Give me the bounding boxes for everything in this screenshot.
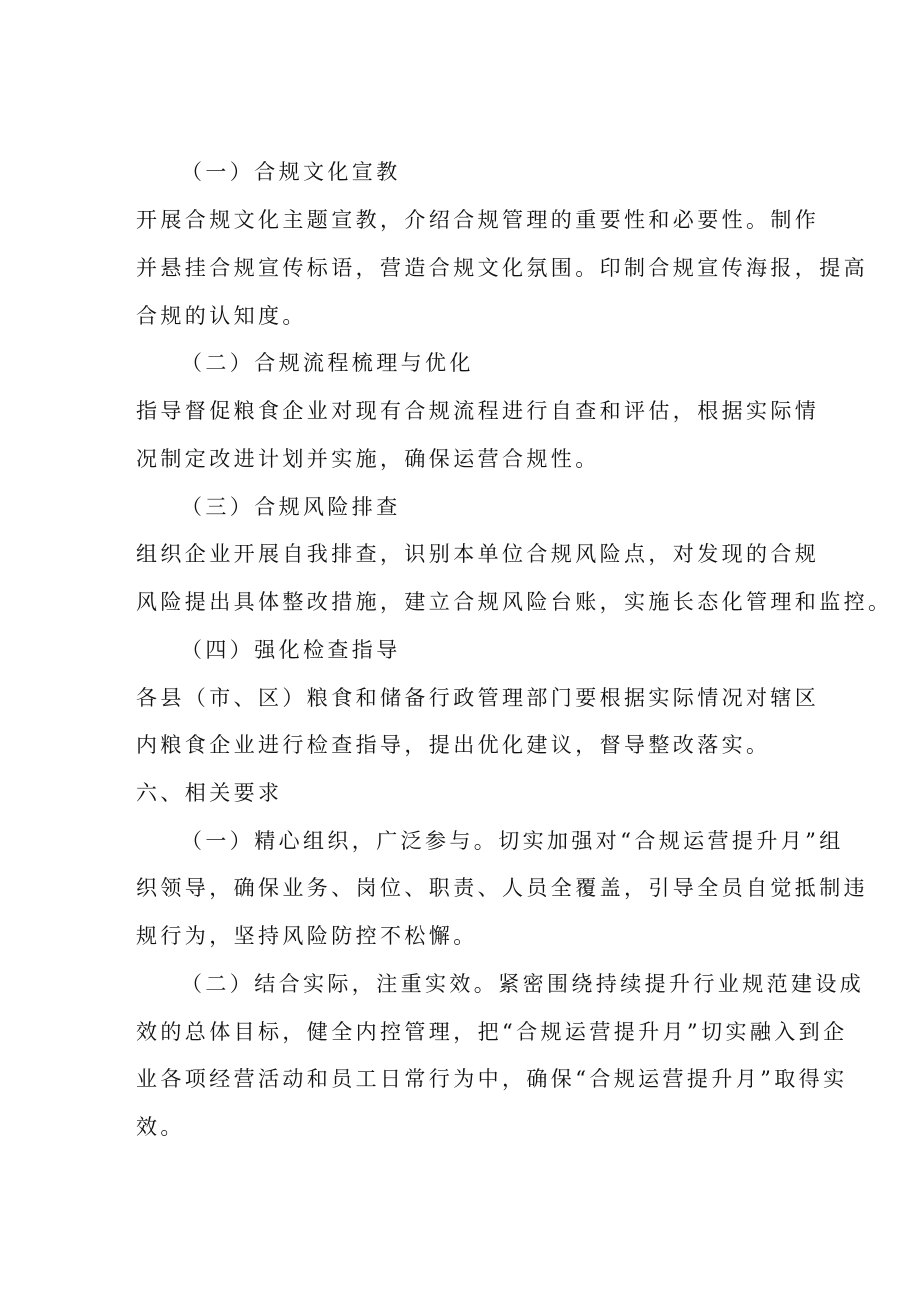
requirement-2-line-4: 效。 bbox=[136, 1115, 185, 1139]
section-heading-2: （二）合规流程梳理与优化 bbox=[181, 351, 474, 375]
requirement-2-line-2: 效的总体目标，健全内控管理，把“合规运营提升月”切实融入到企 bbox=[136, 1020, 848, 1044]
requirement-1-line-1: （一）精心组织，广泛参与。切实加强对“合规运营提升月”组 bbox=[181, 829, 844, 853]
section-heading-4: （四）强化检查指导 bbox=[181, 638, 401, 662]
requirement-2-line-3: 业各项经营活动和员工日常行为中，确保“合规运营提升月”取得实 bbox=[136, 1067, 848, 1091]
section-1-line-1: 开展合规文化主题宣教，介绍合规管理的重要性和必要性。制作 bbox=[136, 208, 820, 232]
section-4-line-2: 内粮食企业进行检查指导，提出优化建议，督导整改落实。 bbox=[136, 733, 771, 757]
section-3-line-2: 风险提出具体整改措施，建立合规风险台账，实施长态化管理和监控。 bbox=[136, 590, 893, 614]
requirements-heading: 六、相关要求 bbox=[136, 781, 283, 805]
section-3-line-1: 组织企业开展自我排查，识别本单位合规风险点，对发现的合规 bbox=[136, 542, 820, 566]
section-2-line-2: 况制定改进计划并实施，确保运营合规性。 bbox=[136, 447, 600, 471]
section-1-line-3: 合规的认知度。 bbox=[136, 304, 307, 328]
requirement-1-line-2: 织领导，确保业务、岗位、职责、人员全覆盖，引导全员自觉抵制违 bbox=[136, 876, 868, 900]
section-2-line-1: 指导督促粮食企业对现有合规流程进行自查和评估，根据实际情 bbox=[136, 399, 820, 423]
section-4-line-1: 各县（市、区）粮食和储备行政管理部门要根据实际情况对辖区 bbox=[136, 686, 820, 710]
requirement-1-line-3: 规行为，坚持风险防控不松懈。 bbox=[136, 924, 478, 948]
section-heading-1: （一）合规文化宣教 bbox=[181, 160, 401, 184]
section-heading-3: （三）合规风险排查 bbox=[181, 495, 401, 519]
requirement-2-line-1: （二）结合实际，注重实效。紧密围绕持续提升行业规范建设成 bbox=[181, 972, 865, 996]
section-1-line-2: 并悬挂合规宣传标语，营造合规文化氛围。印制合规宣传海报，提高 bbox=[136, 256, 868, 280]
